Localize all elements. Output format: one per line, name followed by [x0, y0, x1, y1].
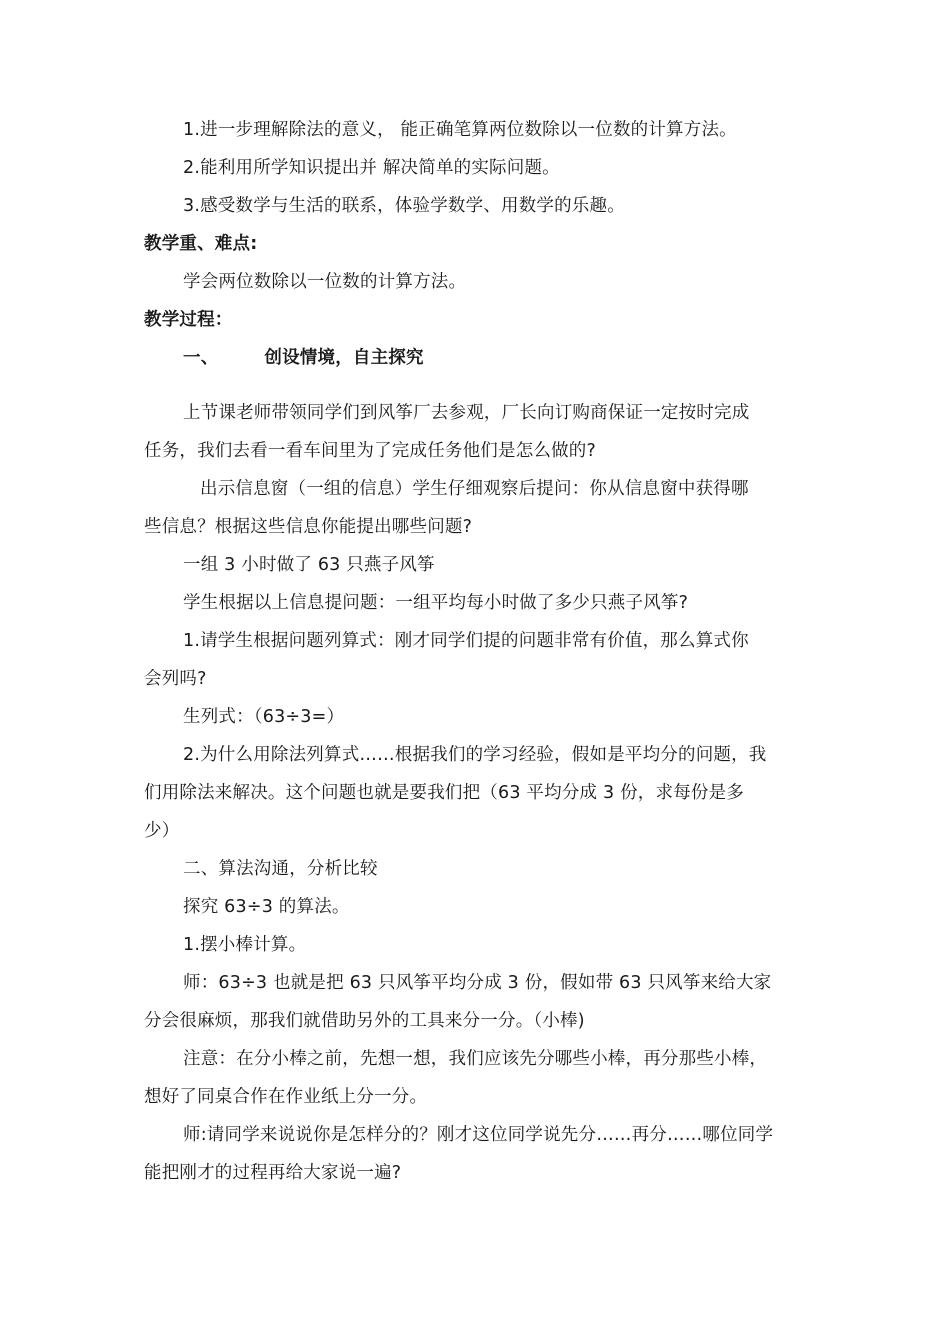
paragraph-11-line-1: 注意：在分小棒之前，先想一想，我们应该先分哪些小棒，再分那些小棒，: [183, 1049, 768, 1069]
paragraph-3: 一组 3 小时做了 63 只燕子风筝: [183, 555, 435, 575]
paragraph-7-line-1: 2.为什么用除法列算式……根据我们的学习经验，假如是平均分的问题，我: [183, 745, 767, 765]
paragraph-8: 探究 63÷3 的算法。: [183, 897, 350, 917]
paragraph-10-line-1: 师：63÷3 也就是把 63 只风筝平均分成 3 份，假如带 63 只风筝来给大家: [183, 973, 772, 993]
paragraph-5-line-1: 1.请学生根据问题列算式：刚才同学们提的问题非常有价值，那么算式你: [183, 631, 749, 651]
paragraph-2-line-1: 出示信息窗（一组的信息）学生仔细观察后提问：你从信息窗中获得哪: [200, 479, 749, 499]
paragraph-9: 1.摆小棒计算。: [183, 935, 307, 955]
section-1-title: 创设情境，自主探究: [264, 348, 424, 368]
paragraph-12-line-2: 能把刚才的过程再给大家说一遍?: [144, 1163, 402, 1183]
section-1-heading: [183, 346, 424, 370]
key-points-heading: 教学重、难点:: [144, 234, 258, 254]
objective-3: 3.感受数学与生活的联系，体验学数学、用数学的乐趣。: [183, 196, 625, 216]
paragraph-5-line-2: 会列吗?: [144, 669, 207, 689]
paragraph-7-line-2: 们用除法来解决。这个问题也就是要我们把（63 平均分成 3 份，求每份是多: [144, 783, 744, 803]
paragraph-6: 生列式：（63÷3=）: [183, 707, 345, 727]
paragraph-1-line-2: 任务，我们去看一看车间里为了完成任务他们是怎么做的?: [144, 441, 596, 461]
paragraph-7-line-3: 少）: [144, 821, 180, 841]
key-points-text: 学会两位数除以一位数的计算方法。: [183, 272, 467, 292]
section-2-heading: 二、算法沟通，分析比较: [183, 859, 378, 879]
objective-2: 2.能利用所学知识提出并 解决简单的实际问题。: [183, 158, 560, 178]
process-heading: 教学过程：: [144, 310, 233, 330]
paragraph-11-line-2: 想好了同桌合作在作业纸上分一分。: [144, 1087, 428, 1107]
section-1-number: 一、: [183, 348, 219, 368]
paragraph-2-line-2: 些信息？根据这些信息你能提出哪些问题?: [144, 517, 473, 537]
objective-1: 1.进一步理解除法的意义， 能正确笔算两位数除以一位数的计算方法。: [183, 120, 737, 140]
paragraph-10-line-2: 分会很麻烦，那我们就借助另外的工具来分一分。（小棒): [144, 1011, 585, 1031]
paragraph-1-line-1: 上节课老师带领同学们到风筝厂去参观，厂长向订购商保证一定按时完成: [183, 403, 750, 423]
paragraph-4: 学生根据以上信息提问题：一组平均每小时做了多少只燕子风筝?: [183, 593, 689, 613]
paragraph-12-line-1: 师:请同学来说说你是怎样分的？刚才这位同学说先分……再分……哪位同学: [183, 1125, 774, 1145]
